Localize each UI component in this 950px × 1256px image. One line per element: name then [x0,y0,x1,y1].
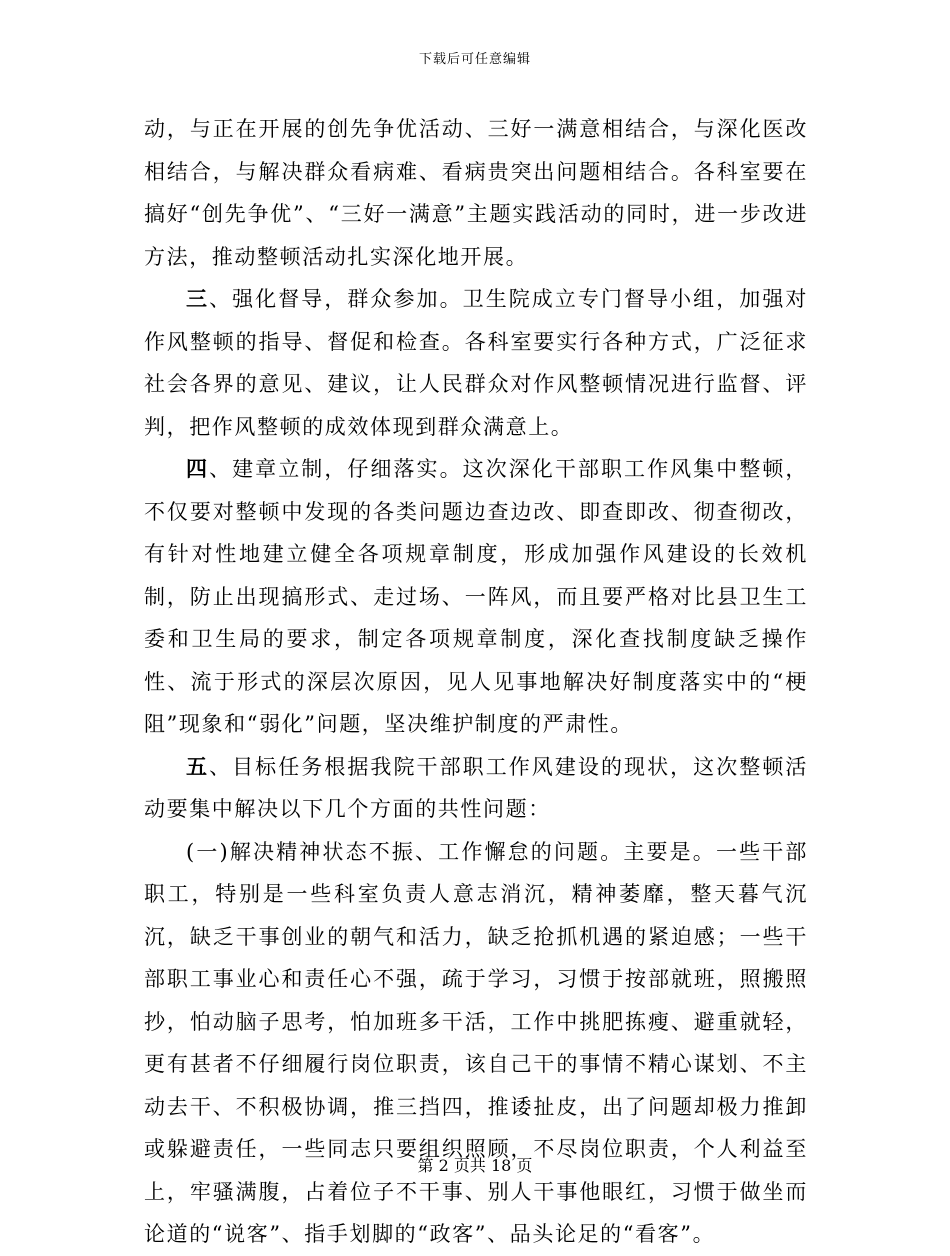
page-header: 下载后可任意编辑 [418,52,531,67]
paragraph-3-text: 、建章立制，仔细落实。这次深化干部职工作风集中整顿，不仅要对整顿中发现的各类问题边查边改、即查即改、彻查彻改，有针对性地建立健全各项规章制度，形成加强作风建设的长效机制，防止出现搞形式、走过场、一阵风，而且要严格对比县卫生工委和卫生局的要求，制定各项规章制度，深化查找制度缺乏操作性、流于形式的深层次原因，见人见事地解决好制度落实中的“梗阻”现象和“弱化”问题，坚决维护制度的严肃性。 [144,457,808,736]
paragraph-2-heading: 三 [186,286,210,311]
paragraph-5-text: (一)解决精神状态不振、工作懈怠的问题。主要是。一些干部职工，特别是一些科室负责人意志消沉，精神萎靡，整天暮气沉沉，缺乏干事创业的朝气和活力，缺乏抢抓机遇的紧迫感；一些干部职工事业心和责任心不强，疏于学习，习惯于按部就班，照搬照抄，怕动脑子思考，怕加班多干活，工作中挑肥拣瘦、避重就轻，更有甚者不仔细履行岗位职责，该自己干的事情不精心谋划、不主动去干、不积极协调，推三挡四，推诿扯皮，出了问题却极力推卸或躲避责任，一些同志只要组织照顾，不尽岗位职责，个人利益至上，牢骚满腹，占着位子不干事、别人干事他眼红，习惯于做坐而论道的“说客”、指手划脚的“政客”、品头论足的“看客”。 [144,839,808,1246]
paragraph-3 [144,448,808,746]
paragraph-1 [144,108,808,278]
paragraph-3-heading: 四 [186,456,210,481]
paragraph-1-text: 动，与正在开展的创先争优活动、三好一满意相结合，与深化医改相结合，与解决群众看病难、看病贵突出问题相结合。各科室要在搞好“创先争优”、“三好一满意”主题实践活动的同时，进一步改进方法，推动整顿活动扎实深化地开展。 [144,117,808,269]
paragraph-4-text: 、目标任务根据我院干部职工作风建设的现状，这次整顿活动要集中解决以下几个方面的共性问题： [144,754,808,821]
paragraph-2-text: 、强化督导，群众参加。卫生院成立专门督导小组，加强对作风整顿的指导、督促和检查。各科室要实行各种方式，广泛征求社会各界的意见、建议，让人民群众对作风整顿情况进行监督、评判，把作风整顿的成效体现到群众满意上。 [144,287,808,439]
paragraph-4-heading: 五 [186,753,210,779]
page-footer: 第 2 页共 18 页 [417,1156,533,1175]
paragraph-4 [144,746,808,831]
document-body [144,108,808,1256]
paragraph-5 [144,831,808,1256]
paragraph-2 [144,278,808,448]
